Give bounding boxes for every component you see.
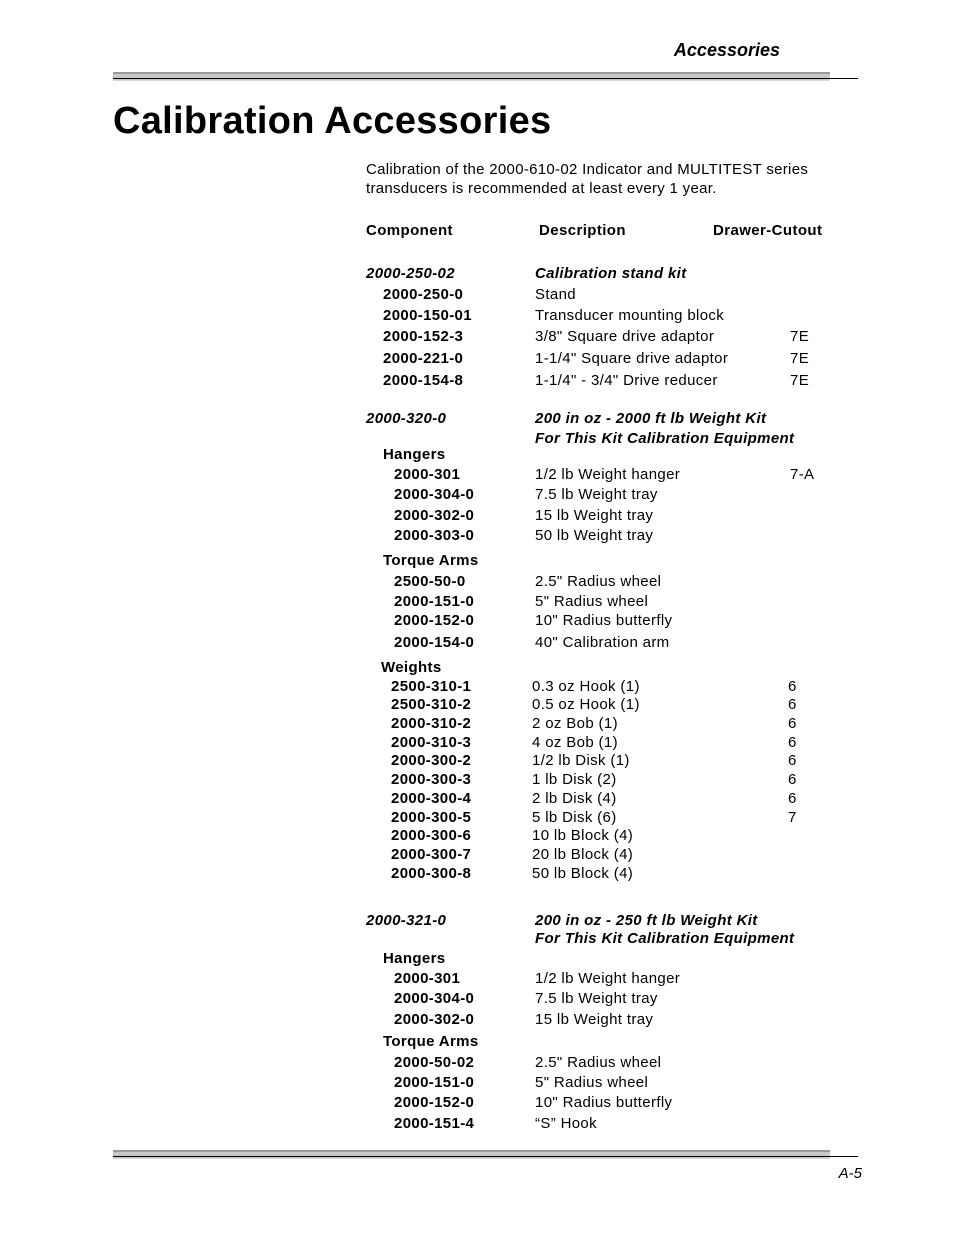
part-number: 2000-300-4 xyxy=(391,790,472,807)
group-heading: Hangers xyxy=(383,446,446,463)
header-rule-line xyxy=(113,78,858,79)
kit-description: Calibration stand kit xyxy=(535,265,687,282)
part-description: 10" Radius butterfly xyxy=(535,1094,673,1111)
drawer-cutout: 7 xyxy=(788,809,797,826)
part-number: 2000-302-0 xyxy=(394,507,475,524)
part-description: 10" Radius butterfly xyxy=(535,612,673,629)
part-description: 0.3 oz Hook (1) xyxy=(532,678,640,695)
part-description: 5" Radius wheel xyxy=(535,1074,649,1091)
drawer-cutout: 7E xyxy=(790,350,810,367)
part-number: 2500-310-1 xyxy=(391,678,472,695)
part-number: 2000-304-0 xyxy=(394,990,475,1007)
part-number: 2000-310-2 xyxy=(391,715,472,732)
part-number: 2000-151-0 xyxy=(394,1074,475,1091)
drawer-cutout: 6 xyxy=(788,678,797,695)
part-number: 2000-221-0 xyxy=(383,350,464,367)
part-description: 1/2 lb Disk (1) xyxy=(532,752,630,769)
kit-description: 200 in oz - 2000 ft lb Weight Kit xyxy=(535,410,767,427)
group-heading: Hangers xyxy=(383,950,446,967)
drawer-cutout: 7E xyxy=(790,328,810,345)
part-number: 2000-301 xyxy=(394,970,461,987)
part-description: 2.5" Radius wheel xyxy=(535,573,662,590)
kit-part-number: 2000-250-02 xyxy=(366,265,455,282)
part-description: 2 lb Disk (4) xyxy=(532,790,617,807)
part-number: 2000-152-3 xyxy=(383,328,464,345)
part-number: 2000-250-0 xyxy=(383,286,464,303)
column-header-description: Description xyxy=(539,222,626,239)
part-description: 1/2 lb Weight hanger xyxy=(535,466,681,483)
part-number: 2500-310-2 xyxy=(391,696,472,713)
group-heading: Weights xyxy=(381,659,442,676)
part-description: 2.5" Radius wheel xyxy=(535,1054,662,1071)
part-description: 2 oz Bob (1) xyxy=(532,715,618,732)
header-rule-bar xyxy=(113,72,830,81)
drawer-cutout: 6 xyxy=(788,790,797,807)
part-number: 2000-300-2 xyxy=(391,752,472,769)
page-title: Calibration Accessories xyxy=(113,100,552,142)
kit-description: For This Kit Calibration Equipment xyxy=(535,930,795,947)
drawer-cutout: 6 xyxy=(788,734,797,751)
part-number: 2000-151-4 xyxy=(394,1115,475,1132)
part-description: 40" Calibration arm xyxy=(535,634,670,651)
kit-part-number: 2000-321-0 xyxy=(366,912,447,929)
drawer-cutout: 6 xyxy=(788,715,797,732)
intro-paragraph: Calibration of the 2000-610-02 Indicator and MULTITEST series transducers is recommended at least every 1 year. xyxy=(366,161,809,197)
part-number: 2000-152-0 xyxy=(394,612,475,629)
part-number: 2000-304-0 xyxy=(394,486,475,503)
part-number: 2000-300-7 xyxy=(391,846,472,863)
part-description: Stand xyxy=(535,286,576,303)
part-description: 5 lb Disk (6) xyxy=(532,809,617,826)
part-number: 2000-154-8 xyxy=(383,372,464,389)
part-description: Transducer mounting block xyxy=(535,307,725,324)
page-number: A-5 xyxy=(838,1165,862,1182)
footer-rule-bar xyxy=(113,1150,830,1159)
part-description: 4 oz Bob (1) xyxy=(532,734,618,751)
part-number: 2000-302-0 xyxy=(394,1011,475,1028)
column-header-drawer: Drawer-Cutout xyxy=(713,222,823,239)
part-number: 2500-50-0 xyxy=(394,573,466,590)
footer-rule-line xyxy=(113,1156,858,1157)
part-description: 5" Radius wheel xyxy=(535,593,649,610)
part-number: 2000-310-3 xyxy=(391,734,472,751)
part-number: 2000-50-02 xyxy=(394,1054,475,1071)
drawer-cutout: 7-A xyxy=(790,466,815,483)
kit-part-number: 2000-320-0 xyxy=(366,410,447,427)
part-description: 1-1/4" - 3/4" Drive reducer xyxy=(535,372,718,389)
part-number: 2000-152-0 xyxy=(394,1094,475,1111)
part-number: 2000-303-0 xyxy=(394,527,475,544)
group-heading: Torque Arms xyxy=(383,552,479,569)
drawer-cutout: 6 xyxy=(788,696,797,713)
drawer-cutout: 6 xyxy=(788,752,797,769)
part-description: 10 lb Block (4) xyxy=(532,827,634,844)
section-header: Accessories xyxy=(673,40,780,60)
part-description: 7.5 lb Weight tray xyxy=(535,990,658,1007)
part-description: 50 lb Weight tray xyxy=(535,527,654,544)
part-description: 1-1/4" Square drive adaptor xyxy=(535,350,729,367)
kit-description: For This Kit Calibration Equipment xyxy=(535,430,795,447)
part-description: “S” Hook xyxy=(535,1115,597,1132)
part-description: 0.5 oz Hook (1) xyxy=(532,696,640,713)
part-number: 2000-151-0 xyxy=(394,593,475,610)
drawer-cutout: 6 xyxy=(788,771,797,788)
drawer-cutout: 7E xyxy=(790,372,810,389)
part-number: 2000-150-01 xyxy=(383,307,472,324)
part-description: 3/8" Square drive adaptor xyxy=(535,328,715,345)
part-description: 20 lb Block (4) xyxy=(532,846,634,863)
part-number: 2000-300-3 xyxy=(391,771,472,788)
part-description: 1/2 lb Weight hanger xyxy=(535,970,681,987)
part-number: 2000-300-8 xyxy=(391,865,472,882)
part-description: 50 lb Block (4) xyxy=(532,865,634,882)
part-description: 15 lb Weight tray xyxy=(535,507,654,524)
kit-description: 200 in oz - 250 ft lb Weight Kit xyxy=(535,912,758,929)
group-heading: Torque Arms xyxy=(383,1033,479,1050)
part-number: 2000-301 xyxy=(394,466,461,483)
part-description: 15 lb Weight tray xyxy=(535,1011,654,1028)
part-number: 2000-300-6 xyxy=(391,827,472,844)
part-number: 2000-300-5 xyxy=(391,809,472,826)
part-description: 7.5 lb Weight tray xyxy=(535,486,658,503)
column-header-component: Component xyxy=(366,222,453,239)
part-description: 1 lb Disk (2) xyxy=(532,771,617,788)
part-number: 2000-154-0 xyxy=(394,634,475,651)
